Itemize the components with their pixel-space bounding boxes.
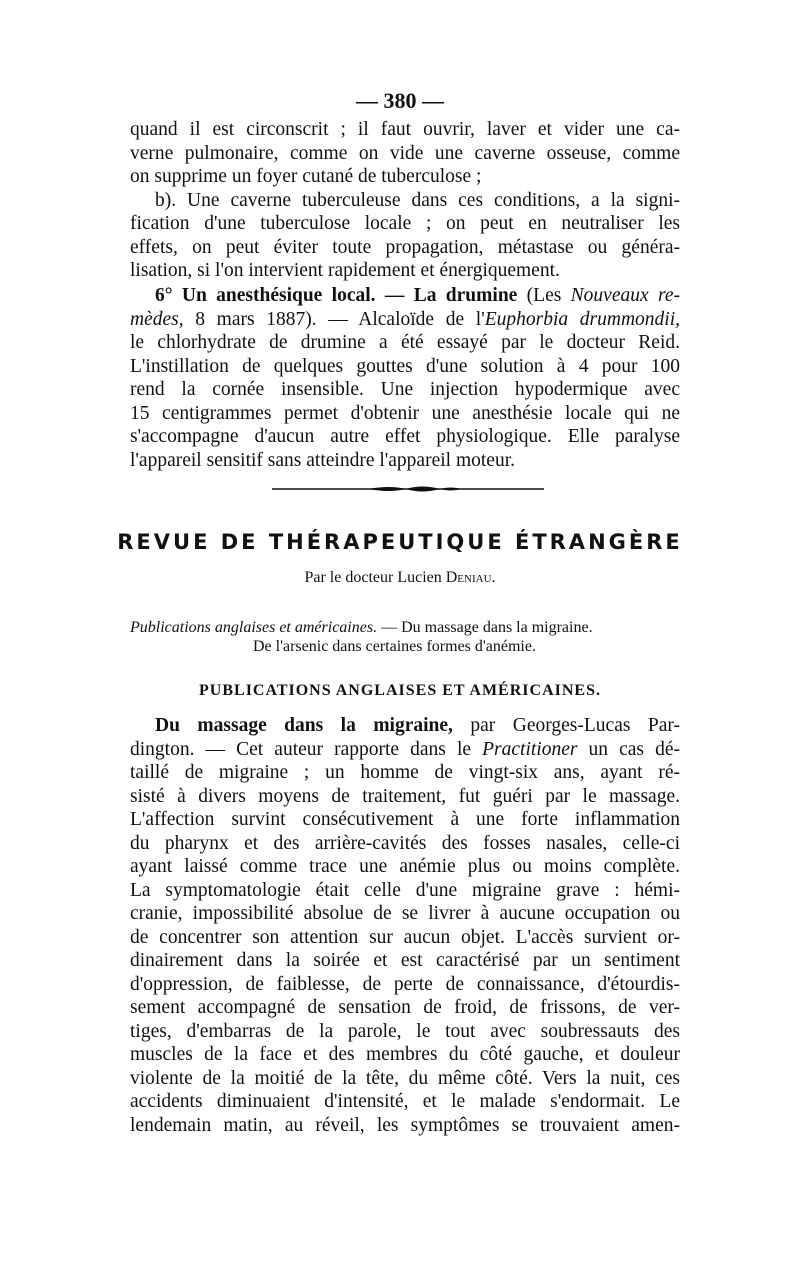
text-span: par Georges-Lucas Par- bbox=[452, 715, 681, 736]
text-line: cranie, impossibilité absolue de se livrer à aucune occupation ou bbox=[130, 903, 680, 924]
journal-name: Practitioner bbox=[482, 738, 578, 760]
section-title: PUBLICATIONS ANGLAISES ET AMÉRICAINES. bbox=[199, 682, 601, 699]
text-line: rend la cornée insensible. Une injection hypodermique avec bbox=[130, 379, 680, 400]
source-title: mèdes, bbox=[130, 308, 184, 330]
text-line bbox=[130, 618, 680, 637]
ornamental-divider bbox=[272, 484, 544, 494]
author-prefix: Par le docteur Lucien bbox=[304, 569, 446, 586]
text-line: La symptomatologie était celle d'une migraine grave : hémi- bbox=[130, 879, 680, 901]
text-line: 15 centigrammes permet d'obtenir une anesthésie locale qui ne bbox=[130, 402, 680, 424]
text-line: du pharynx et des arrière-cavités des fosses nasales, celle-ci bbox=[130, 832, 680, 854]
page-number: — 380 — bbox=[356, 88, 444, 113]
text-line: d'oppression, de faiblesse, de perte de connaissance, d'étourdis- bbox=[130, 973, 680, 995]
text-span: 8 mars 1887). — Alcaloïde de l' bbox=[183, 308, 485, 330]
text-span: dington. — Cet auteur rapporte dans le bbox=[130, 738, 483, 760]
text-line: accidents diminuaient d'intensité, et le malade s'endormait. Le bbox=[130, 1091, 680, 1112]
publications-label: Publications anglaises et américaines. bbox=[130, 619, 378, 636]
text-line: muscles de la face et des membres du côté gauche, et douleur bbox=[130, 1044, 680, 1065]
text-line: b). Une caverne tuberculeuse dans ces conditions, a la signi- bbox=[155, 189, 680, 211]
text-line: sement accompagné de sensation de froid, de frissons, de ver- bbox=[130, 997, 680, 1018]
article-title: Du massage dans la migraine, bbox=[155, 715, 453, 736]
text-line: effets, on peut éviter toute propagation, métastase ou généra- bbox=[130, 236, 680, 258]
author-line bbox=[0, 569, 800, 587]
text-line: ayant laissé comme trace une anémie plus ou moins complète. bbox=[130, 856, 680, 877]
text-line: s'accompagne d'aucun autre effet physiologique. Elle paralyse bbox=[130, 426, 680, 447]
species-name: Euphorbia drummondii, bbox=[484, 308, 680, 330]
text-line: dinairement dans la soirée et est caractérisé par un sentiment bbox=[130, 950, 680, 971]
text-line: taillé de migraine ; un homme de vingt-six ans, ayant ré- bbox=[130, 762, 680, 783]
paragraph-drumine bbox=[130, 284, 680, 472]
publications-summary bbox=[130, 618, 680, 656]
text-line bbox=[130, 308, 680, 332]
text-line: de concentrer son attention sur aucun objet. L'accès survient or- bbox=[130, 926, 680, 948]
section-heading: 6° Un anesthésique local. — La drumine bbox=[155, 285, 518, 306]
text-span: — Du massage dans la migraine. bbox=[377, 619, 593, 636]
text-line: sisté à divers moyens de traitement, fut guéri par le massage. bbox=[130, 785, 680, 807]
text-span: (Les bbox=[517, 285, 571, 306]
author-suffix: . bbox=[491, 569, 496, 586]
text-line: lendemain matin, au réveil, les symptômes se trouvaient amen- bbox=[130, 1114, 680, 1136]
text-line: quand il est circonscrit ; il faut ouvrir, laver et vider une ca- bbox=[130, 119, 680, 140]
author-name: Deniau bbox=[445, 569, 492, 586]
text-line: on supprime un foyer cutané de tuberculose ; bbox=[130, 166, 482, 187]
text-line bbox=[130, 738, 680, 762]
text-line: L'affection survint consécutivement à une forte inflammation bbox=[130, 809, 680, 830]
article-migraine-massage bbox=[130, 714, 680, 1137]
text-line bbox=[130, 714, 680, 738]
review-title: REVUE DE THÉRAPEUTIQUE ÉTRANGÈRE bbox=[117, 530, 683, 554]
text-line: tiges, d'embarras de la parole, le tout avec soubressauts des bbox=[130, 1020, 680, 1042]
text-line: fication d'une tuberculose locale ; on peut en neutraliser les bbox=[130, 213, 680, 234]
text-line: violente de la moitié de la tête, du même côté. Vers la nuit, ces bbox=[130, 1067, 680, 1089]
source-title: Nouveaux re- bbox=[570, 285, 680, 306]
text-line bbox=[130, 284, 680, 308]
paragraph-tuberculosis-cavity bbox=[130, 118, 680, 283]
text-span: un cas dé- bbox=[577, 738, 680, 760]
text-line: L'instillation de quelques gouttes d'une solution à 4 pour 100 bbox=[130, 355, 680, 377]
text-line: le chlorhydrate de drumine a été essayé par le docteur Reid. bbox=[130, 332, 680, 353]
text-line: l'appareil sensitif sans atteindre l'appareil moteur. bbox=[130, 449, 515, 471]
text-line: lisation, si l'on intervient rapidement et énergiquement. bbox=[130, 260, 560, 281]
text-line: De l'arsenic dans certaines formes d'anémie. bbox=[253, 638, 536, 655]
text-line: verne pulmonaire, comme on vide une caverne osseuse, comme bbox=[130, 142, 680, 164]
